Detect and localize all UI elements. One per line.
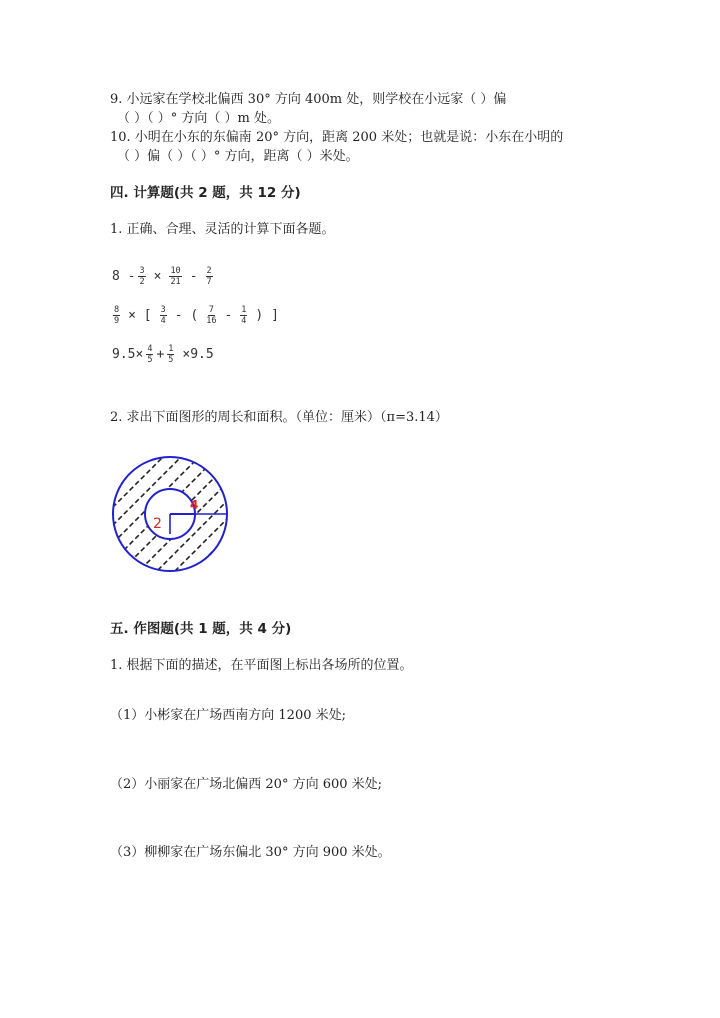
q10-line-1: 10. 小明在小东的东偏南 20° 方向，距离 200 米处；也就是说：小东在小明的 (110, 130, 564, 145)
section-5-instruction: 1. 根据下面的描述，在平面图上标出各场所的位置。 (110, 658, 413, 673)
expr3-tail: ×9.5 (182, 347, 214, 362)
q9-line-1: 9. 小远家在学校北偏西 30° 方向 400m 处，则学校在小远家（ ）偏 (110, 92, 507, 107)
section-5-title: 五. 作图题(共 1 题，共 4 分) (110, 621, 292, 637)
expr1-lead: 8 - (112, 269, 136, 284)
expr2-fraction-1: $\frac{8}{9}$ (114, 305, 120, 326)
expr3-fraction-1: $\frac{4}{5}$ (147, 344, 153, 365)
section-4-question-2: 2. 求出下面图形的周长和面积。（单位：厘米）（π=3.14） (110, 410, 448, 425)
outer-radius-label: 4 (190, 498, 199, 512)
expr1-fraction-1: $\frac{3}{2}$ (139, 266, 145, 287)
section-4-title: 四. 计算题(共 2 题，共 12 分) (110, 185, 301, 201)
expr2-op-2: - ( (174, 308, 199, 323)
expression-3 (112, 344, 219, 365)
expr1-fraction-3: $\frac{2}{7}$ (206, 266, 212, 287)
q10-line-2: （ ）偏（ ）（ ）° 方向，距离（ ）米处。 (117, 149, 359, 164)
expr1-fraction-2: $\frac{10}{21}$ (170, 266, 181, 287)
expr2-fraction-2: $\frac{3}{4}$ (160, 305, 166, 326)
expr2-tail: ) ] (255, 308, 279, 323)
expr3-fraction-2: $\frac{1}{5}$ (168, 344, 174, 365)
section-4-instruction: 1. 正确、合理、灵活的计算下面各题。 (110, 222, 335, 237)
expr1-op-1: × (153, 269, 162, 284)
expression-1 (112, 266, 216, 287)
expr2-fraction-4: $\frac{1}{4}$ (241, 305, 247, 326)
expr2-op-1: × [ (128, 308, 152, 323)
expression-2 (110, 305, 284, 326)
annulus-figure (110, 452, 230, 578)
section-5-item-2: （2）小丽家在广场北偏西 20° 方向 600 米处; (110, 777, 383, 792)
expr1-op-2: - (189, 269, 198, 284)
section-5-item-1: （1）小彬家在广场西南方向 1200 米处; (110, 708, 346, 723)
expr2-op-3: - (224, 308, 233, 323)
section-5-item-3: （3）柳柳家在广场东偏北 30° 方向 900 米处。 (110, 845, 391, 860)
expr2-fraction-3: $\frac{7}{16}$ (206, 305, 217, 326)
expr3-op-1: + (156, 347, 165, 362)
inner-radius-label: 2 (153, 516, 162, 532)
q9-line-2: （ ）（ ）° 方向（ ）m 处。 (117, 111, 280, 126)
expr3-lead: 9.5× (112, 347, 144, 362)
